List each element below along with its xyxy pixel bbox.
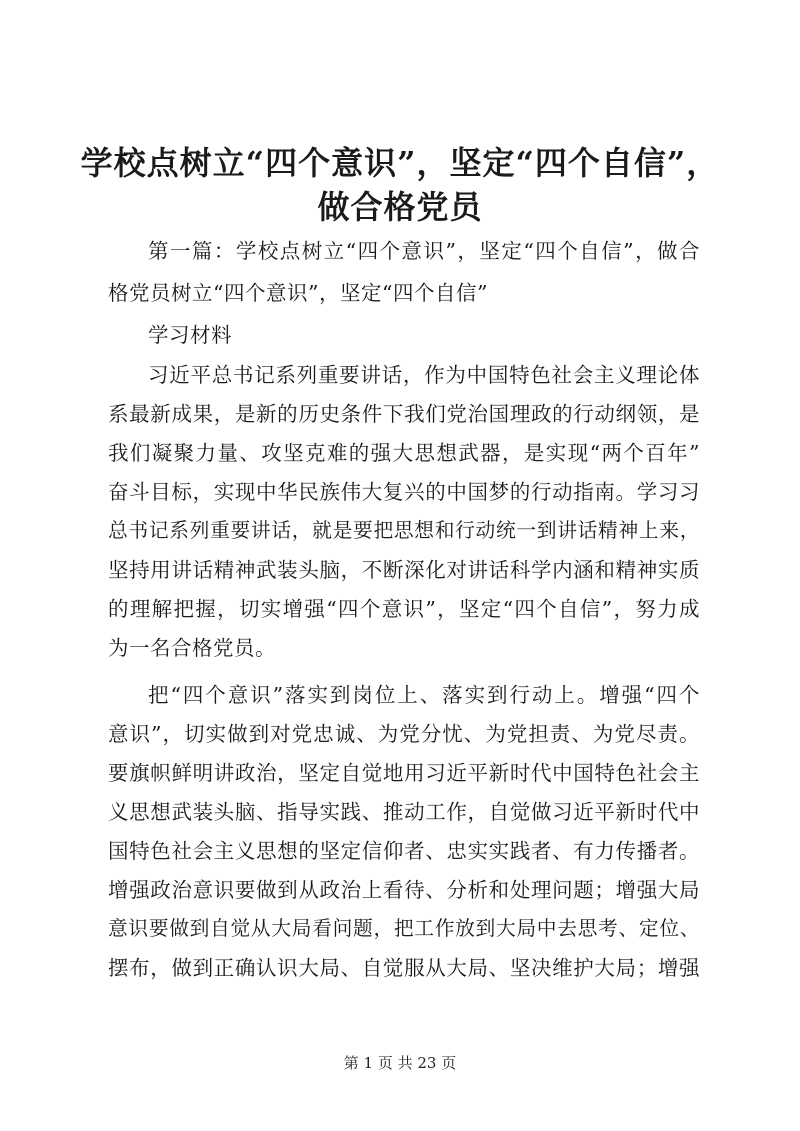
text-line: 把“四个意识”落实到岗位上、落实到行动上。增强“四个: [148, 683, 700, 707]
text-line: 为一名合格党员。: [108, 636, 276, 660]
text-line: 的理解把握，切实增强“四个意识”，坚定“四个自信”，努力成: [108, 597, 700, 621]
page-number-footer: 第 1 页 共 23 页: [343, 1054, 457, 1072]
text-line: 系最新成果，是新的历史条件下我们党治国理政的行动纲领，是: [108, 402, 700, 426]
text-line: 坚持用讲话精神武装头脑，不断深化对讲话科学内涵和精神实质: [108, 558, 700, 582]
text-line: 义思想武装头脑、指导实践、推动工作，自觉做习近平新时代中: [108, 800, 700, 824]
text-line: 习近平总书记系列重要讲话，作为中国特色社会主义理论体: [148, 363, 700, 387]
text-line: 奋斗目标，实现中华民族伟大复兴的中国梦的行动指南。学习习: [108, 480, 700, 504]
text-line: 意识”，切实做到对党忠诚、为党分忧、为党担责、为党尽责。: [108, 722, 700, 746]
text-line: 第一篇：学校点树立“四个意识”，坚定“四个自信”，做合: [148, 239, 700, 263]
text-line: 总书记系列重要讲话，就是要把思想和行动统一到讲话精神上来，: [108, 519, 700, 542]
text-line: 摆布，做到正确认识大局、自觉服从大局、坚决维护大局；增强: [108, 956, 700, 980]
document-title-line-1: 学校点树立“四个意识”，坚定“四个自信”，: [80, 144, 720, 182]
text-line: 我们凝聚力量、攻坚克难的强大思想武器，是实现“两个百年”: [108, 441, 700, 465]
document-title-line-2: 做合格党员: [317, 188, 483, 226]
text-line: 要旗帜鲜明讲政治，坚定自觉地用习近平新时代中国特色社会主: [108, 761, 700, 785]
text-line: 学习材料: [148, 323, 232, 347]
text-line: 增强政治意识要做到从政治上看待、分析和处理问题；增强大局: [108, 878, 700, 902]
text-line: 意识要做到自觉从大局看问题，把工作放到大局中去思考、定位、: [108, 917, 700, 940]
text-line: 国特色社会主义思想的坚定信仰者、忠实实践者、有力传播者。: [108, 839, 700, 863]
text-line: 格党员树立“四个意识”，坚定“四个自信”: [108, 281, 488, 305]
